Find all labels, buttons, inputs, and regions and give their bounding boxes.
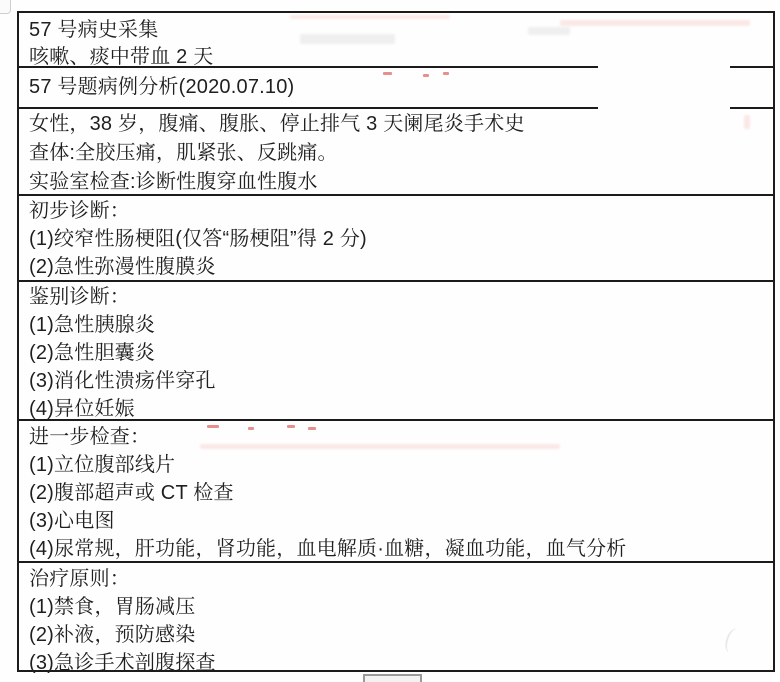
differential-diagnosis-item-4: (4)异位妊娠 (29, 398, 135, 420)
further-examination-item-3: (3)心电图 (29, 510, 115, 532)
initial-diagnosis-item-2: (2)急性弥漫性腹膜炎 (29, 256, 216, 278)
table-row-case-analysis-title (20, 68, 755, 107)
table-row-initial-diagnosis (20, 196, 755, 280)
history-title-text: 57 号病史采集 (29, 19, 159, 41)
initial-diagnosis-item-1: (1)绞窄性肠梗阻(仅答“肠梗阻”得 2 分) (29, 228, 367, 250)
history-complaint-text: 咳嗽、痰中带血 2 天 (29, 46, 214, 68)
table-border-right (773, 11, 775, 672)
treatment-principles-item-1: (1)禁食，胃肠减压 (29, 596, 196, 618)
further-examination-item-2: (2)腹部超声或 CT 检查 (29, 482, 234, 504)
table-row-further-examination (20, 421, 755, 561)
table-row-history-taking (20, 13, 755, 66)
table-border-left (17, 11, 19, 672)
further-examination-item-1: (1)立位腹部线片 (29, 454, 176, 476)
differential-diagnosis-item-2: (2)急性胆囊炎 (29, 342, 156, 364)
treatment-principles-heading: 治疗原则： (29, 568, 130, 590)
table-row-treatment-principles (20, 563, 755, 674)
initial-diagnosis-heading: 初步诊断： (29, 200, 130, 222)
further-examination-item-4: (4)尿常规，肝功能，肾功能，血电解质·血糖，凝血功能，血气分析 (29, 538, 627, 560)
treatment-principles-item-2: (2)补液，预防感染 (29, 624, 196, 646)
differential-diagnosis-item-1: (1)急性胰腺炎 (29, 314, 156, 336)
lab-exam-text: 实验室检查:诊断性腹穿血性腹水 (29, 171, 318, 193)
treatment-principles-item-3: (3)急诊手术剖腹探查 (29, 652, 216, 674)
scan-artifact-corner-box (0, 0, 11, 14)
table-row-case-description (20, 109, 755, 194)
differential-diagnosis-item-3: (3)消化性溃疡伴穿孔 (29, 370, 216, 392)
further-examination-heading: 进一步检查： (29, 426, 151, 448)
differential-diagnosis-heading: 鉴别诊断： (29, 286, 130, 308)
table-row-differential-diagnosis (20, 282, 755, 419)
case-analysis-title-text: 57 号题病例分析(2020.07.10) (29, 76, 295, 98)
physical-exam-text: 查体:全胶压痛，肌紧张、反跳痛。 (29, 142, 338, 164)
patient-summary-text: 女性，38 岁，腹痛、腹胀、停止排气 3 天阑尾炎手术史 (29, 113, 525, 135)
